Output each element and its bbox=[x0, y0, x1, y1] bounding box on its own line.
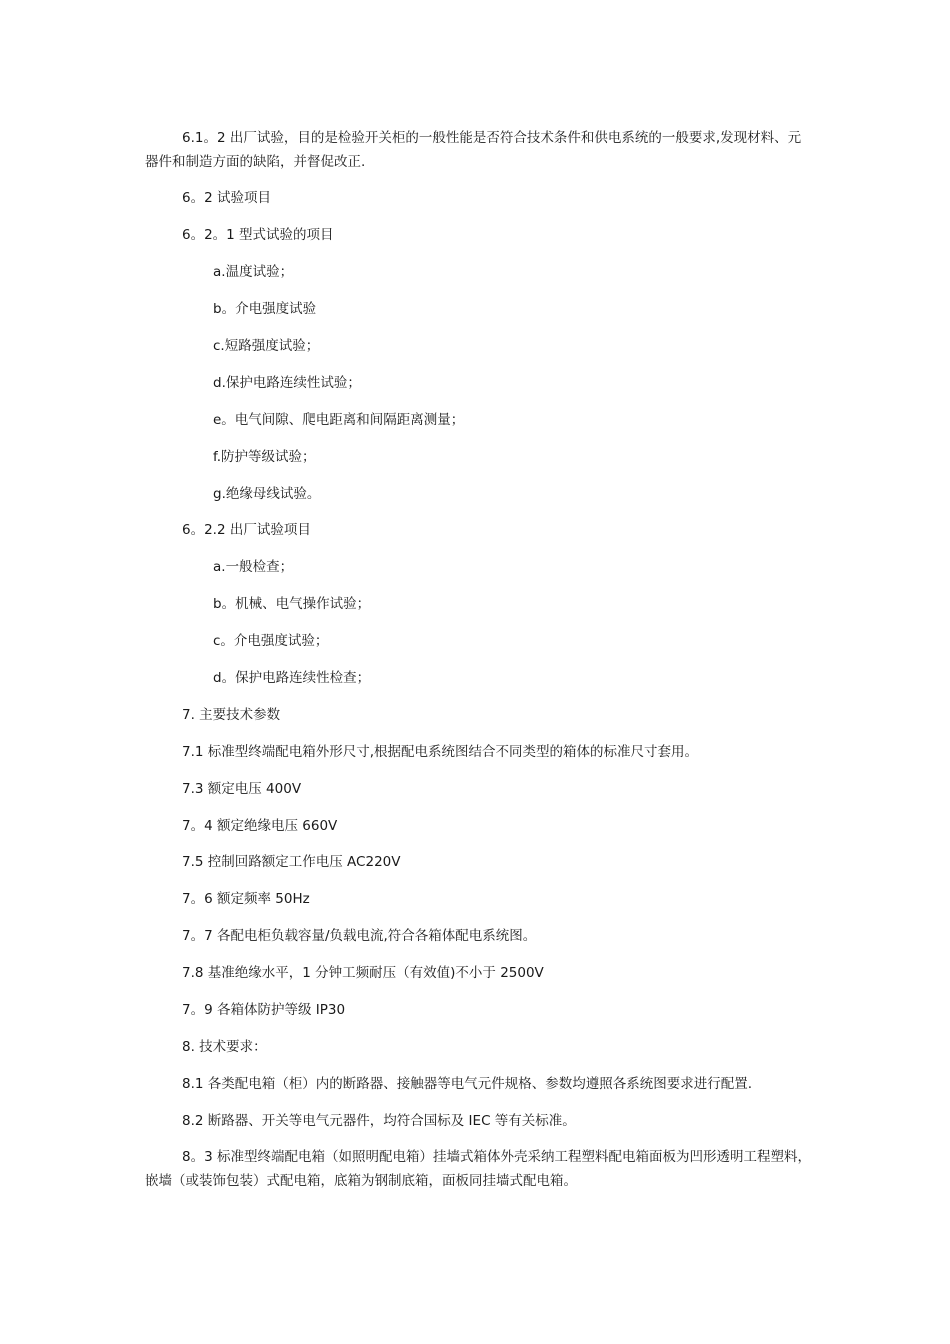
list-item-type-test-b: b。介电强度试验 bbox=[213, 301, 317, 317]
list-item-factory-test-c: c。介电强度试验； bbox=[213, 633, 329, 649]
heading-6-2-2: 6。2.2 出厂试验项目 bbox=[182, 522, 311, 538]
list-item-type-test-g: g.绝缘母线试验。 bbox=[213, 486, 321, 502]
paragraph-7-5: 7.5 控制回路额定工作电压 AC220V bbox=[182, 854, 401, 870]
list-item-factory-test-d: d。保护电路连续性检查； bbox=[213, 670, 371, 686]
paragraph-7-1: 7.1 标准型终端配电箱外形尺寸,根据配电系统图结合不同类型的箱体的标准尺寸套用。 bbox=[182, 744, 699, 760]
list-item-type-test-c: c.短路强度试验； bbox=[213, 338, 320, 354]
list-item-type-test-a: a.温度试验； bbox=[213, 264, 294, 280]
heading-7: 7. 主要技术参数 bbox=[182, 707, 281, 723]
list-item-factory-test-b: b。机械、电气操作试验； bbox=[213, 596, 371, 612]
paragraph-7-3: 7.3 额定电压 400V bbox=[182, 781, 302, 797]
paragraph-7-6: 7。6 额定频率 50Hz bbox=[182, 891, 310, 907]
heading-6-2: 6。2 试验项目 bbox=[182, 190, 271, 206]
paragraph-7-7: 7。7 各配电柜负载容量/负载电流,符合各箱体配电系统图。 bbox=[182, 928, 537, 944]
list-item-type-test-d: d.保护电路连续性试验； bbox=[213, 375, 361, 391]
list-item-type-test-e: e。电气间隙、爬电距离和间隔距离测量； bbox=[213, 412, 465, 428]
paragraph-7-8: 7.8 基准绝缘水平，1 分钟工频耐压（有效值)不小于 2500V bbox=[182, 965, 544, 981]
heading-8: 8. 技术要求： bbox=[182, 1039, 267, 1055]
paragraph-7-4: 7。4 额定绝缘电压 660V bbox=[182, 818, 338, 834]
heading-6-2-1: 6。2。1 型式试验的项目 bbox=[182, 227, 334, 243]
list-item-factory-test-a: a.一般检查； bbox=[213, 559, 294, 575]
paragraph-6-1-2: 6.1。2 出厂试验，目的是检验开关柜的一般性能是否符合技术条件和供电系统的一般要求,发现材料、元器件和制造方面的缺陷，并督促改正. bbox=[145, 130, 802, 170]
list-item-type-test-f: f.防护等级试验； bbox=[213, 449, 316, 465]
paragraph-7-9: 7。9 各箱体防护等级 IP30 bbox=[182, 1002, 346, 1018]
paragraph-8-2: 8.2 断路器、开关等电气元器件，均符合国标及 IEC 等有关标准。 bbox=[182, 1113, 576, 1129]
paragraph-8-1: 8.1 各类配电箱（柜）内的断路器、接触器等电气元件规格、参数均遵照各系统图要求进行配置. bbox=[182, 1076, 753, 1092]
paragraph-8-3: 8。3 标准型终端配电箱（如照明配电箱）挂墙式箱体外壳采纳工程塑料配电箱面板为凹形透明工程塑料，嵌墙（或装饰包装）式配电箱，底箱为钢制底箱，面板同挂墙式配电箱。 bbox=[145, 1149, 811, 1189]
